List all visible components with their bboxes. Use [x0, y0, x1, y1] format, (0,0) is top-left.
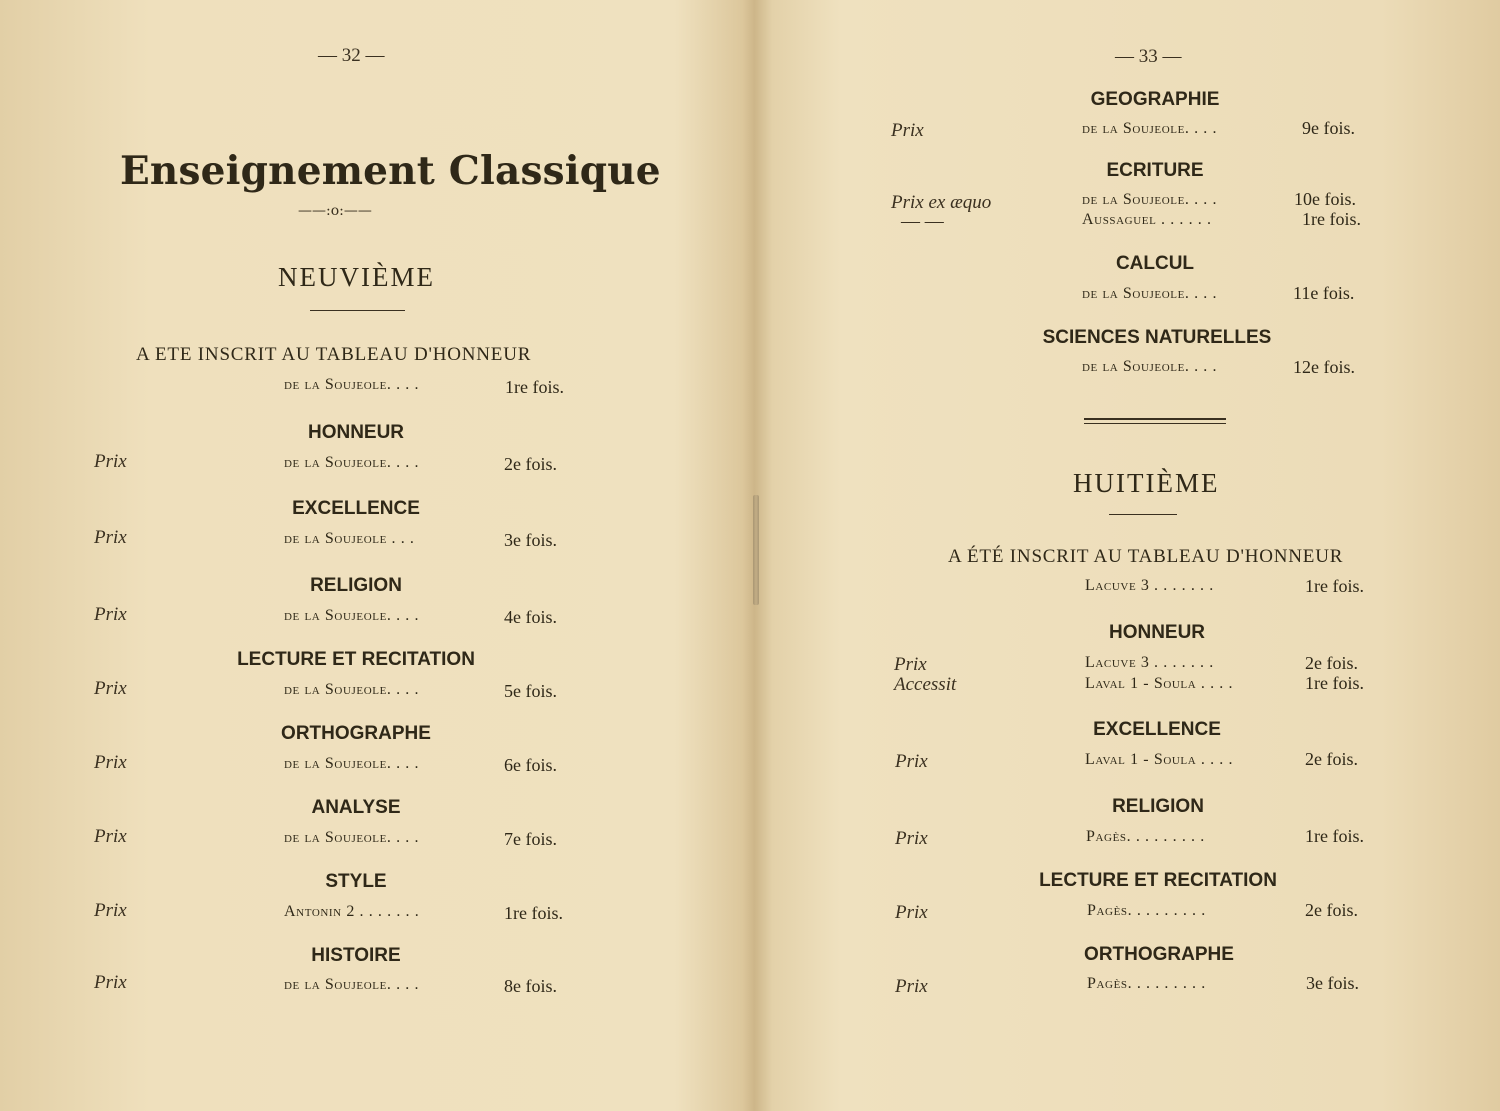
award-count: 1re fois.: [504, 903, 563, 923]
section-subject: EXCELLENCE: [292, 498, 420, 519]
student-name: Pagès. . . . . . . . .: [1087, 902, 1206, 919]
award-count: 6e fois.: [504, 755, 557, 775]
student-name: de la Soujeole. . . .: [284, 829, 420, 846]
prize-label: Prix: [895, 751, 928, 772]
award-count: 12e fois.: [1293, 357, 1355, 377]
student-name: Antonin 2 . . . . . . .: [284, 903, 420, 920]
prize-label: Prix: [895, 828, 928, 849]
student-name: de la Soujeole. . . .: [1082, 285, 1218, 302]
section-subject: CALCUL: [1115, 253, 1195, 274]
student-name: de la Soujeole. . . .: [284, 976, 420, 993]
section-subject: ECRITURE: [1106, 160, 1204, 181]
honor-entry-name: Lacuve 3 . . . . . . .: [1085, 577, 1214, 594]
award-count: 8e fois.: [504, 976, 557, 996]
section-subject: ORTHOGRAPHE: [281, 723, 431, 744]
award-count: 10e fois.: [1294, 189, 1356, 209]
award-count: 1re fois.: [1305, 673, 1364, 693]
award-count: 3e fois.: [1306, 973, 1359, 993]
class-title: HUITIÈME: [1073, 468, 1220, 498]
award-count: 5e fois.: [504, 681, 557, 701]
prize-label: Prix: [94, 900, 127, 921]
section-subject: GEOGRAPHIE: [1090, 89, 1220, 110]
section-subject: SCIENCES NATURELLES: [1042, 327, 1272, 348]
prize-label: Prix: [894, 654, 927, 675]
honor-line: A ÉTÉ INSCRIT AU TABLEAU D'HONNEUR: [948, 546, 1344, 567]
section-subject: RELIGION: [1112, 796, 1204, 817]
award-count: 2e fois.: [504, 454, 557, 474]
honor-line: A ETE INSCRIT AU TABLEAU D'HONNEUR: [136, 344, 532, 365]
student-name: Pagès. . . . . . . . .: [1086, 828, 1205, 845]
prize-label: Prix: [94, 604, 127, 625]
page-title: Enseignement Classique: [120, 148, 661, 194]
award-count: 7e fois.: [504, 829, 557, 849]
prize-label: Prix: [891, 120, 924, 141]
student-name: de la Soujeole. . . .: [1082, 120, 1218, 137]
student-name: de la Soujeole. . . .: [284, 681, 420, 698]
section-subject: EXCELLENCE: [1093, 719, 1221, 740]
accessit-label: Accessit: [894, 674, 957, 695]
student-name: Laval 1 - Soula . . . .: [1085, 675, 1234, 692]
prize-label: Prix: [94, 451, 127, 472]
page-number: — 32 —: [318, 45, 385, 66]
section-subject: HONNEUR: [307, 422, 405, 443]
title-ornament: ——:o:——: [298, 203, 372, 219]
section-subject: ANALYSE: [311, 797, 401, 818]
prize-label: Prix: [895, 976, 928, 997]
award-count: 1re fois.: [1302, 209, 1361, 229]
right-page: [760, 0, 1500, 1111]
prize-label: Prix: [94, 972, 127, 993]
prize-label: Prix ex æquo: [891, 192, 992, 213]
prize-label: Prix: [895, 902, 928, 923]
class-title-rule: [310, 310, 405, 311]
page-number: — 33 —: [1115, 46, 1182, 67]
class-title: NEUVIÈME: [278, 262, 435, 292]
student-name: de la Soujeole. . . .: [284, 755, 420, 772]
student-name: Lacuve 3 . . . . . . .: [1085, 654, 1214, 671]
book-gutter: [753, 495, 759, 605]
award-count: 2e fois.: [1305, 653, 1358, 673]
student-name: de la Soujeole. . . .: [1082, 191, 1218, 208]
honor-entry-count: 1re fois.: [505, 377, 564, 397]
award-count: 1re fois.: [1305, 826, 1364, 846]
award-count: 2e fois.: [1305, 749, 1358, 769]
student-name: Aussaguel . . . . . .: [1082, 211, 1212, 228]
student-name: Laval 1 - Soula . . . .: [1085, 751, 1234, 768]
award-count: 9e fois.: [1302, 118, 1355, 138]
section-subject: ORTHOGRAPHE: [1084, 944, 1234, 965]
prize-label: Prix: [94, 826, 127, 847]
prize-label: Prix: [94, 678, 127, 699]
ditto-marks: — —: [901, 211, 944, 232]
section-subject: LECTURE ET RECITATION: [237, 649, 475, 670]
award-count: 11e fois.: [1293, 283, 1355, 303]
prize-label: Prix: [94, 752, 127, 773]
award-count: 3e fois.: [504, 530, 557, 550]
section-subject: LECTURE ET RECITATION: [1039, 870, 1277, 891]
student-name: de la Soujeole . . .: [284, 530, 415, 547]
student-name: de la Soujeole. . . .: [284, 454, 420, 471]
prize-label: Prix: [94, 527, 127, 548]
student-name: de la Soujeole. . . .: [1082, 358, 1218, 375]
award-count: 4e fois.: [504, 607, 557, 627]
student-name: de la Soujeole. . . .: [284, 607, 420, 624]
section-subject: HONNEUR: [1108, 622, 1206, 643]
honor-entry-count: 1re fois.: [1305, 576, 1364, 596]
section-subject: STYLE: [325, 871, 387, 892]
separator-rule-bottom: [1084, 423, 1226, 424]
award-count: 2e fois.: [1305, 900, 1358, 920]
student-name: Pagès. . . . . . . . .: [1087, 975, 1206, 992]
class-title-rule: [1109, 514, 1177, 515]
honor-entry-name: de la Soujeole. . . .: [284, 376, 420, 393]
section-subject: RELIGION: [310, 575, 402, 596]
section-subject: HISTOIRE: [311, 945, 401, 966]
separator-rule-top: [1084, 418, 1226, 420]
